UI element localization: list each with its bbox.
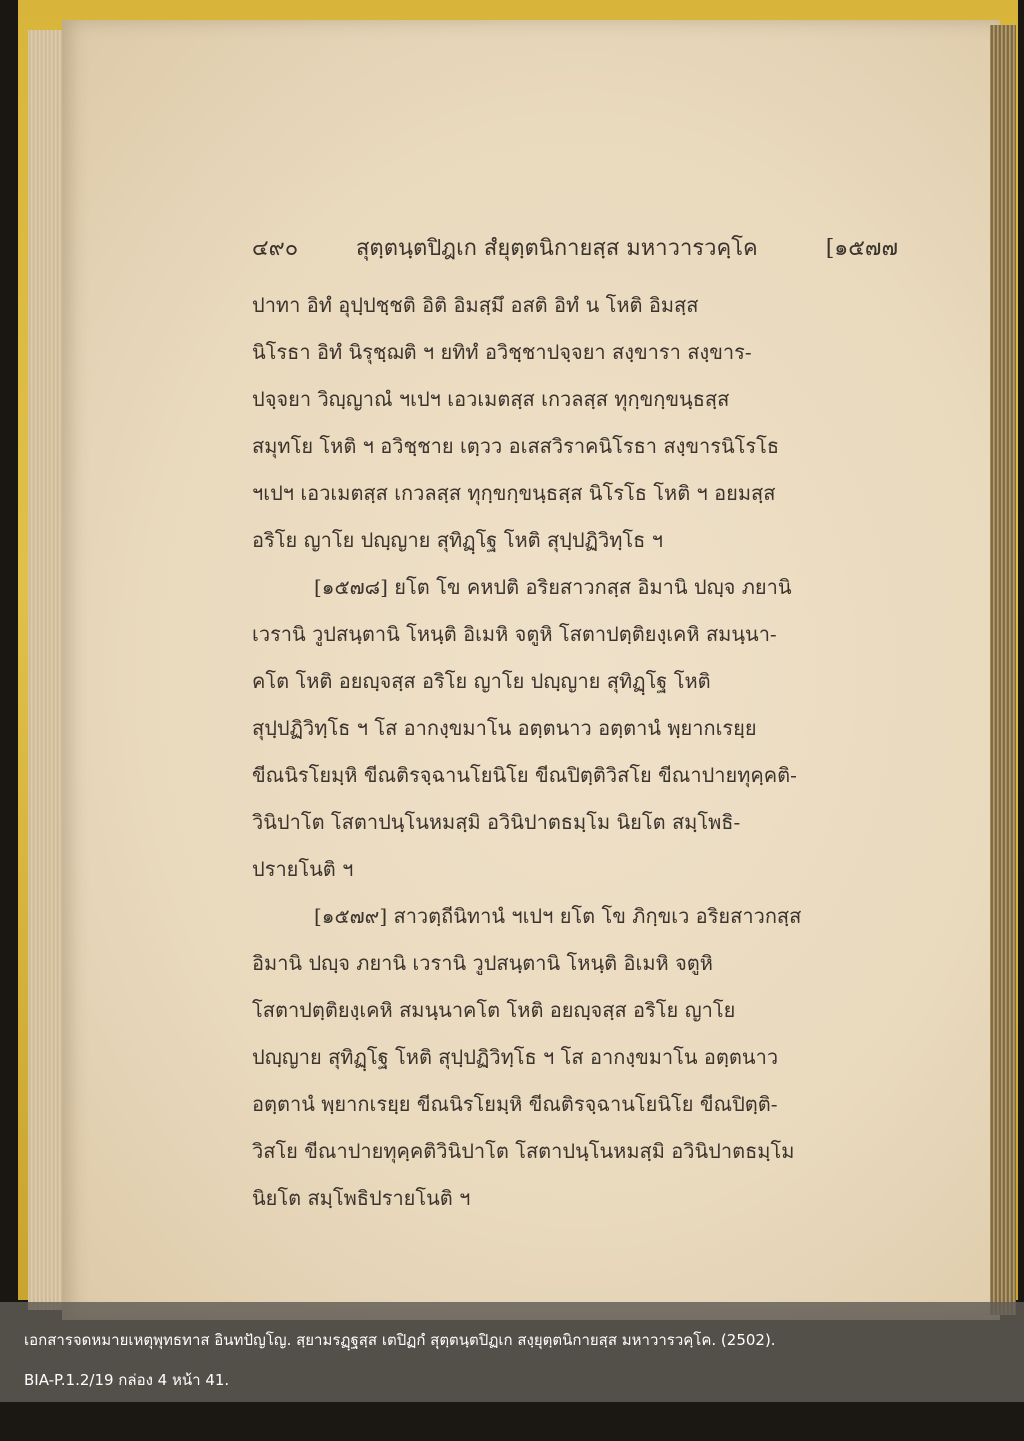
page-number: ๔๙๐ — [252, 236, 299, 261]
caption-line-1: เอกสารจดหมายเหตุพุทธทาส อินทปัญโญ. สฺยามรฏฺฐสฺส เตปิฏกํ สุตฺตนฺตปิฏเก สงฺยุตฺตนิกายสฺส มหาวารวคฺโค. (2502). — [24, 1331, 776, 1349]
caption-line-2: BIA-P.1.2/19 กล่อง 4 หน้า 41. — [24, 1371, 230, 1389]
text-line: นิโรธา อิทํ นิรุชฺฌติ ฯ ยทิทํ อวิชฺชาปจฺจยา สงฺขารา สงฺขาร- — [252, 340, 752, 364]
text-line: ปรายโนติ ฯ — [252, 857, 354, 881]
paragraph-start-line: [๑๕๗๘] ยโต โข คหปติ อริยสาวกสฺส อิมานิ ปญฺจ ภยานิ — [314, 575, 792, 599]
bottom-border — [0, 1402, 1024, 1441]
text-line: คโต โหติ อยญฺจสฺส อริโย ญาโย ปญฺญาย สุทิฏฺโฐ โหติ — [252, 669, 711, 693]
page-stack-edge — [990, 25, 1016, 1315]
text-line: ฯเปฯ เอวเมตสฺส เกวลสฺส ทุกฺขกฺขนฺธสฺส นิโรโธ โหติ ฯ อยมสฺส — [252, 481, 776, 505]
page-body — [252, 282, 900, 1222]
text-line: ขีณนิรโยมฺหิ ขีณติรจฺฉานโยนิโย ขีณปิตฺติวิสโย ขีณาปายทุคฺคติ- — [252, 763, 797, 787]
running-title: สุตฺตนฺตปิฎเก สํยุตฺตนิกายสฺส มหาวารวคฺโค — [356, 236, 758, 261]
text-line: โสตาปตฺติยงฺเคหิ สมนฺนาคโต โหติ อยญฺจสฺส อริโย ญาโย — [252, 998, 736, 1022]
text-line: อริโย ญาโย ปญฺญาย สุทิฏฺโฐ โหติ สุปฺปฏิวิทฺโธ ฯ — [252, 528, 663, 552]
text-line: อิมานิ ปญฺจ ภยานิ เวรานิ วูปสนฺตานิ โหนฺติ อิเมหิ จตูหิ — [252, 951, 713, 975]
text-line: อตฺตานํ พฺยากเรยฺย ขีณนิรโยมฺหิ ขีณติรจฺฉานโยนิโย ขีณปิตฺติ- — [252, 1092, 778, 1116]
page-header — [252, 226, 898, 262]
text-line: สมุทโย โหติ ฯ อวิชฺชาย เตฺวว อเสสวิราคนิโรธา สงฺขารนิโรโธ — [252, 434, 780, 458]
section-marker: [๑๕๗๗ — [825, 236, 898, 261]
paragraph-start-line: [๑๕๗๙] สาวตฺถีนิทานํ ฯเปฯ ยโต โข ภิกฺขเว อริยสาวกสฺส — [314, 904, 802, 928]
text-line: นิยโต สมฺโพธิปรายโนติ ฯ — [252, 1186, 471, 1210]
text-line: วินิปาโต โสตาปนฺโนหมสฺมิ อวินิปาตธมฺโม นิยโต สมฺโพธิ- — [252, 810, 741, 834]
text-line: วิสโย ขีณาปายทุคฺคติวินิปาโต โสตาปนฺโนหมสฺมิ อวินิปาตธมฺโม — [252, 1139, 795, 1163]
text-line: ปาทา อิทํ อุปฺปชฺชติ อิติ อิมสฺมึ อสติ อิทํ น โหติ อิมสฺส — [252, 293, 699, 317]
text-line: สุปฺปฏิวิทฺโธ ฯ โส อากงฺขมาโน อตฺตนาว อตฺตานํ พฺยากเรยฺย — [252, 716, 757, 740]
text-line: ปจฺจยา วิญฺญาณํ ฯเปฯ เอวเมตสฺส เกวลสฺส ทุกฺขกฺขนฺธสฺส — [252, 387, 730, 411]
text-line: ปญฺญาย สุทิฏฺโฐ โหติ สุปฺปฏิวิทฺโธ ฯ โส อากงฺขมาโน อตฺตนาว — [252, 1045, 779, 1069]
archive-caption — [0, 1302, 1024, 1402]
text-line: เวรานิ วูปสนฺตานิ โหนฺติ อิเมหิ จตูหิ โสตาปตฺติยงฺเคหิ สมนฺนา- — [252, 622, 777, 646]
